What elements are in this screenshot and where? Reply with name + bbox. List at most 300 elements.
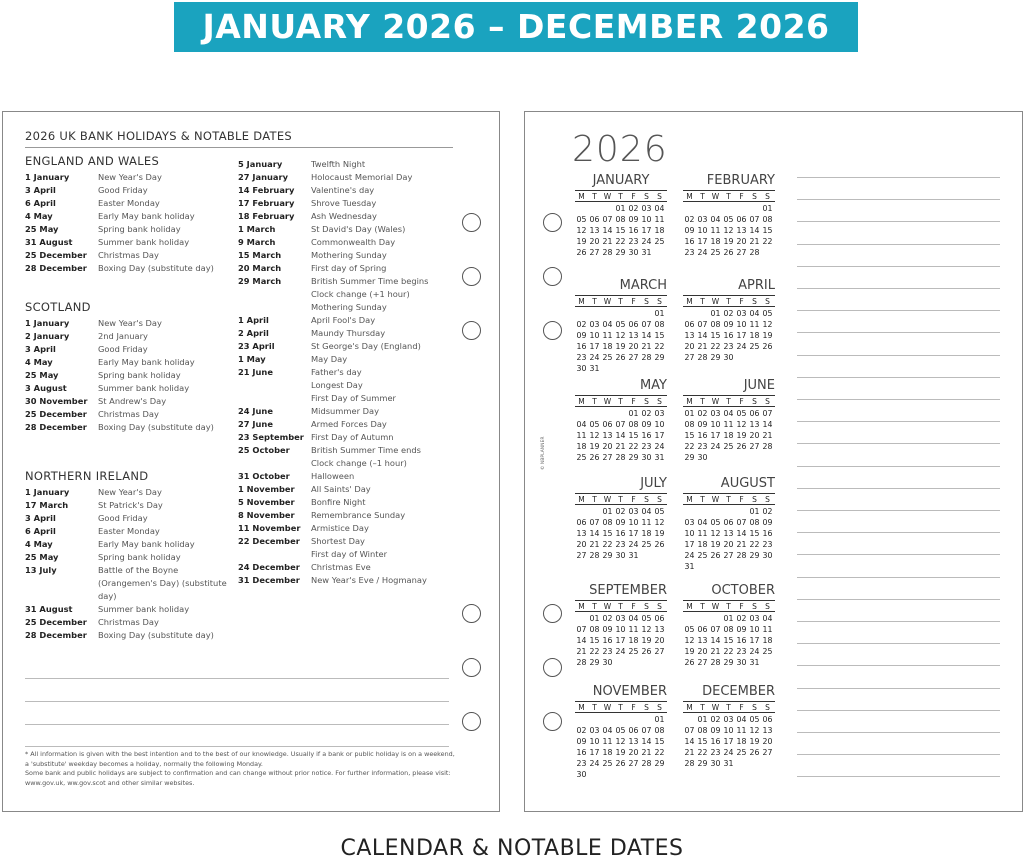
day-number: 30	[710, 759, 721, 768]
day-number: 28	[710, 658, 721, 667]
day-number: 07	[710, 625, 721, 634]
day-number: 30	[576, 770, 587, 779]
notes-line	[797, 488, 1000, 489]
day-number: 31	[628, 551, 639, 560]
day-number: 16	[628, 226, 639, 235]
day-number: 20	[576, 540, 587, 549]
holiday-row	[238, 496, 429, 509]
day-number: 18	[697, 540, 708, 549]
weekday-label: T	[700, 297, 705, 306]
day-number: 30	[628, 248, 639, 257]
day-number: 05	[736, 409, 747, 418]
holiday-date: 1 May	[238, 354, 266, 364]
holiday-row	[238, 210, 429, 223]
month-calendar	[683, 475, 775, 572]
title-divider	[25, 147, 453, 148]
holiday-row	[238, 379, 429, 392]
day-number: 23	[684, 248, 695, 257]
holiday-row	[25, 249, 214, 262]
weekday-label: W	[603, 495, 612, 504]
day-number: 26	[654, 540, 665, 549]
empty-day	[735, 203, 748, 214]
holiday-row	[238, 561, 429, 574]
day-number: 30	[697, 453, 708, 462]
holidays-page	[2, 111, 500, 812]
holiday-date: 1 March	[238, 224, 276, 234]
weekday-label: S	[765, 397, 770, 406]
empty-day	[575, 613, 588, 624]
month-name: SEPTEMBER	[589, 583, 667, 598]
holiday-name: Valentine's day	[311, 185, 375, 195]
holiday-name: Christmas Day	[98, 250, 159, 260]
holiday-name: First day of Winter	[311, 549, 387, 559]
day-number: 27	[589, 248, 600, 257]
day-number: 16	[602, 636, 613, 645]
holiday-row	[238, 197, 429, 210]
day-number: 07	[749, 215, 760, 224]
day-number: 15	[615, 226, 626, 235]
month-calendar	[683, 172, 775, 258]
day-number: 27	[736, 248, 747, 257]
day-number: 03	[697, 215, 708, 224]
day-number: 19	[615, 342, 626, 351]
holiday-row	[238, 444, 429, 457]
weekday-label: S	[657, 397, 662, 406]
binder-hole	[543, 604, 562, 623]
holiday-row	[25, 356, 214, 369]
holiday-row	[25, 262, 214, 275]
day-number: 17	[697, 237, 708, 246]
holiday-date: 25 October	[238, 445, 290, 455]
weekday-label: S	[644, 297, 649, 306]
holiday-name: Clock change (+1 hour)	[311, 289, 410, 299]
holiday-date: 20 March	[238, 263, 282, 273]
empty-day	[683, 613, 696, 624]
day-number: 25	[762, 647, 773, 656]
day-number: 24	[589, 353, 600, 362]
empty-day	[696, 506, 709, 517]
footer-caption: CALENDAR & NOTABLE DATES	[340, 836, 684, 861]
day-number: 10	[710, 420, 721, 429]
weekday-label: W	[603, 397, 612, 406]
day-number: 31	[723, 759, 734, 768]
weekday-label: S	[752, 297, 757, 306]
weekday-label: T	[700, 192, 705, 201]
notes-line	[797, 221, 1000, 222]
holiday-name: Holocaust Memorial Day	[311, 172, 413, 182]
holiday-name: St Andrew's Day	[98, 396, 167, 406]
day-number: 14	[602, 226, 613, 235]
holiday-date: 1 January	[25, 318, 70, 328]
calendar-page	[524, 111, 1023, 812]
empty-day	[614, 714, 627, 725]
day-number: 01	[628, 409, 639, 418]
day-number: 17	[615, 636, 626, 645]
day-number: 08	[749, 518, 760, 527]
day-number: 26	[762, 342, 773, 351]
day-number: 08	[697, 726, 708, 735]
day-number: 27	[762, 748, 773, 757]
holiday-row	[25, 603, 228, 616]
day-number: 03	[641, 204, 652, 213]
day-number: 14	[762, 420, 773, 429]
day-number: 14	[749, 226, 760, 235]
day-number: 28	[697, 353, 708, 362]
binder-hole	[543, 712, 562, 731]
holiday-date: 3 April	[25, 513, 56, 523]
day-number: 02	[602, 614, 613, 623]
day-number: 16	[762, 529, 773, 538]
day-number: 09	[576, 331, 587, 340]
holiday-name: First day of Spring	[311, 263, 387, 273]
holiday-date: 25 May	[25, 552, 59, 562]
day-number: 21	[641, 748, 652, 757]
day-number: 23	[723, 342, 734, 351]
weekday-label: W	[711, 297, 720, 306]
binder-hole	[462, 213, 481, 232]
notes-line	[797, 377, 1000, 378]
day-number: 12	[641, 625, 652, 634]
day-number: 28	[641, 759, 652, 768]
day-number: 10	[615, 625, 626, 634]
holiday-name: Boxing Day (substitute day)	[98, 630, 214, 640]
weekday-header	[683, 600, 775, 612]
weekday-label: S	[644, 703, 649, 712]
binder-hole	[543, 267, 562, 286]
holiday-name: St David's Day (Wales)	[311, 224, 406, 234]
weekday-label: T	[592, 192, 597, 201]
day-number: 29	[602, 551, 613, 560]
day-number: 09	[762, 518, 773, 527]
day-number: 19	[589, 442, 600, 451]
weekday-label: W	[603, 297, 612, 306]
holiday-row	[25, 486, 228, 499]
day-number: 13	[589, 226, 600, 235]
day-number: 20	[684, 342, 695, 351]
day-number: 18	[710, 237, 721, 246]
day-number: 01	[697, 715, 708, 724]
holiday-name: Early May bank holiday	[98, 357, 195, 367]
day-number: 11	[749, 320, 760, 329]
holiday-name: Summer bank holiday	[98, 383, 190, 393]
day-number: 02	[576, 320, 587, 329]
day-number: 21	[684, 748, 695, 757]
holiday-date: 21 June	[238, 367, 273, 377]
month-name: JUNE	[743, 378, 775, 393]
weekday-label: F	[739, 297, 744, 306]
notes-line	[797, 577, 1000, 578]
day-number: 01	[615, 204, 626, 213]
day-number: 16	[710, 737, 721, 746]
day-grid	[575, 506, 667, 561]
weekday-label: T	[726, 602, 731, 611]
weekday-label: S	[752, 703, 757, 712]
weekday-label: F	[739, 397, 744, 406]
day-number: 08	[602, 518, 613, 527]
day-number: 09	[710, 726, 721, 735]
weekday-label: T	[618, 297, 623, 306]
weekday-header	[575, 493, 667, 505]
day-number: 18	[749, 331, 760, 340]
month-calendar	[575, 475, 667, 561]
writing-line	[25, 701, 449, 702]
day-number: 07	[602, 215, 613, 224]
holiday-name: New Year's Day	[98, 172, 162, 182]
day-number: 19	[762, 331, 773, 340]
notes-line	[797, 665, 1000, 666]
day-number: 17	[684, 540, 695, 549]
day-number: 27	[723, 551, 734, 560]
day-number: 27	[628, 353, 639, 362]
weekday-label: T	[592, 397, 597, 406]
holiday-name: Mothering Sunday	[311, 250, 387, 260]
holiday-name: St Patrick's Day	[98, 500, 163, 510]
notes-line	[797, 510, 1000, 511]
day-number: 11	[697, 529, 708, 538]
day-number: 03	[736, 309, 747, 318]
holiday-row	[238, 275, 429, 288]
notes-line	[797, 266, 1000, 267]
day-number: 05	[723, 215, 734, 224]
day-number: 18	[641, 529, 652, 538]
day-number: 27	[628, 759, 639, 768]
holiday-row	[25, 197, 214, 210]
day-number: 09	[576, 737, 587, 746]
holiday-row	[25, 629, 228, 642]
weekday-label: T	[618, 192, 623, 201]
day-number: 25	[749, 342, 760, 351]
holiday-row	[238, 366, 429, 379]
holiday-date: 24 December	[238, 562, 300, 572]
day-number: 06	[697, 625, 708, 634]
day-number: 06	[736, 215, 747, 224]
day-number: 19	[736, 431, 747, 440]
holiday-date: 31 August	[25, 237, 73, 247]
weekday-label: T	[726, 703, 731, 712]
day-number: 22	[723, 647, 734, 656]
day-number: 04	[641, 507, 652, 516]
day-number: 08	[654, 320, 665, 329]
banner-title: JANUARY 2026 – DECEMBER 2026	[174, 2, 858, 52]
holiday-date	[238, 379, 311, 392]
weekday-label: S	[752, 602, 757, 611]
day-number: 18	[736, 737, 747, 746]
day-number: 19	[654, 529, 665, 538]
notes-line	[797, 421, 1000, 422]
holiday-row	[25, 223, 214, 236]
holiday-date: 29 March	[238, 276, 282, 286]
holiday-date: 14 February	[238, 185, 295, 195]
weekday-label: F	[739, 495, 744, 504]
weekday-label: F	[631, 703, 636, 712]
day-number: 22	[615, 237, 626, 246]
holiday-date: 31 December	[238, 575, 300, 585]
empty-day	[683, 506, 696, 517]
weekday-label: S	[644, 495, 649, 504]
day-number: 04	[723, 409, 734, 418]
weekday-label: T	[592, 297, 597, 306]
holiday-name: Easter Monday	[98, 198, 160, 208]
day-number: 08	[628, 420, 639, 429]
day-number: 27	[684, 353, 695, 362]
holiday-row	[238, 431, 429, 444]
holiday-row	[238, 457, 429, 470]
holiday-date: 31 August	[25, 604, 73, 614]
day-number: 09	[602, 625, 613, 634]
northern-ireland-section	[25, 469, 228, 642]
day-number: 17	[710, 431, 721, 440]
day-number: 18	[723, 431, 734, 440]
section-title: NORTHERN IRELAND	[25, 469, 149, 483]
holiday-row	[238, 262, 429, 275]
day-number: 16	[576, 342, 587, 351]
day-number: 12	[615, 331, 626, 340]
day-number: 26	[710, 551, 721, 560]
weekday-label: S	[657, 495, 662, 504]
empty-day	[696, 613, 709, 624]
day-number: 07	[684, 726, 695, 735]
holiday-date: 11 November	[238, 523, 301, 533]
weekday-label: T	[592, 703, 597, 712]
holiday-date: 3 April	[25, 344, 56, 354]
day-number: 01	[749, 507, 760, 516]
weekday-label: M	[578, 495, 585, 504]
day-number: 17	[654, 431, 665, 440]
holiday-name: Christmas Day	[98, 617, 159, 627]
holiday-name: Battle of the Boyne (Orangemen's Day) (substitute day)	[98, 565, 227, 601]
day-number: 11	[628, 625, 639, 634]
day-number: 24	[710, 442, 721, 451]
day-number: 19	[615, 748, 626, 757]
holiday-name: April Fool's Day	[311, 315, 376, 325]
holiday-date: 27 June	[238, 419, 273, 429]
empty-day	[683, 203, 696, 214]
weekday-label: T	[726, 297, 731, 306]
day-number: 05	[641, 614, 652, 623]
weekday-label: S	[657, 602, 662, 611]
day-number: 04	[576, 420, 587, 429]
day-number: 22	[749, 540, 760, 549]
day-number: 09	[736, 625, 747, 634]
holiday-date: 15 March	[238, 250, 282, 260]
empty-day	[640, 308, 653, 319]
holiday-row	[238, 535, 429, 548]
empty-day	[627, 308, 640, 319]
holiday-row	[238, 574, 429, 587]
weekday-label: W	[711, 602, 720, 611]
holiday-name: Armed Forces Day	[311, 419, 387, 429]
holiday-row	[238, 509, 429, 522]
holiday-row	[25, 210, 214, 223]
holiday-row	[238, 418, 429, 431]
page-title: 2026 UK BANK HOLIDAYS & NOTABLE DATES	[25, 129, 293, 143]
day-number: 04	[710, 215, 721, 224]
day-number: 07	[576, 625, 587, 634]
day-number: 15	[762, 226, 773, 235]
day-number: 26	[576, 248, 587, 257]
day-number: 31	[654, 453, 665, 462]
day-number: 08	[615, 215, 626, 224]
empty-day	[614, 408, 627, 419]
year-title: 2026	[572, 129, 668, 170]
weekday-label: F	[631, 602, 636, 611]
notes-line	[797, 776, 1000, 777]
weekday-header	[575, 701, 667, 713]
holiday-row	[238, 288, 429, 301]
day-number: 10	[723, 726, 734, 735]
holiday-row	[25, 236, 214, 249]
day-number: 12	[654, 518, 665, 527]
empty-day	[748, 203, 761, 214]
day-number: 06	[654, 614, 665, 623]
weekday-header	[683, 190, 775, 202]
weekday-label: M	[578, 703, 585, 712]
weekday-label: M	[578, 192, 585, 201]
holiday-name: Spring bank holiday	[98, 552, 181, 562]
day-number: 14	[589, 529, 600, 538]
day-number: 11	[736, 726, 747, 735]
day-number: 16	[723, 331, 734, 340]
holiday-name: Good Friday	[98, 513, 148, 523]
holiday-name: New Year's Day	[98, 318, 162, 328]
day-number: 23	[576, 353, 587, 362]
empty-day	[683, 714, 696, 725]
day-number: 15	[654, 737, 665, 746]
day-number: 27	[602, 453, 613, 462]
day-number: 07	[736, 518, 747, 527]
notes-line	[797, 399, 1000, 400]
empty-day	[588, 203, 601, 214]
holiday-date: 9 March	[238, 237, 276, 247]
day-grid	[683, 308, 775, 363]
day-number: 09	[628, 215, 639, 224]
day-number: 03	[684, 518, 695, 527]
holiday-date	[238, 288, 311, 301]
day-number: 18	[762, 636, 773, 645]
day-number: 14	[641, 331, 652, 340]
day-number: 05	[710, 518, 721, 527]
day-number: 23	[641, 442, 652, 451]
month-calendar	[575, 377, 667, 463]
holiday-name: Shortest Day	[311, 536, 365, 546]
holiday-date: 28 December	[25, 263, 87, 273]
holiday-name: Armistice Day	[311, 523, 369, 533]
notes-line	[797, 532, 1000, 533]
weekday-label: S	[752, 495, 757, 504]
day-number: 04	[749, 309, 760, 318]
notes-line	[797, 554, 1000, 555]
day-number: 26	[615, 353, 626, 362]
day-number: 06	[723, 518, 734, 527]
holiday-row	[25, 343, 214, 356]
holiday-date: 30 November	[25, 396, 88, 406]
day-number: 22	[628, 442, 639, 451]
day-number: 26	[684, 658, 695, 667]
weekday-header	[575, 295, 667, 307]
day-number: 25	[602, 759, 613, 768]
holiday-name: British Summer Time begins	[311, 276, 429, 286]
day-number: 21	[749, 237, 760, 246]
month-calendar	[575, 582, 667, 668]
month-calendar	[683, 377, 775, 463]
day-number: 29	[697, 759, 708, 768]
weekday-label: S	[765, 703, 770, 712]
day-number: 18	[602, 342, 613, 351]
holiday-row	[238, 470, 429, 483]
day-number: 10	[589, 331, 600, 340]
holiday-date: 4 May	[25, 211, 53, 221]
holiday-row	[25, 525, 228, 538]
